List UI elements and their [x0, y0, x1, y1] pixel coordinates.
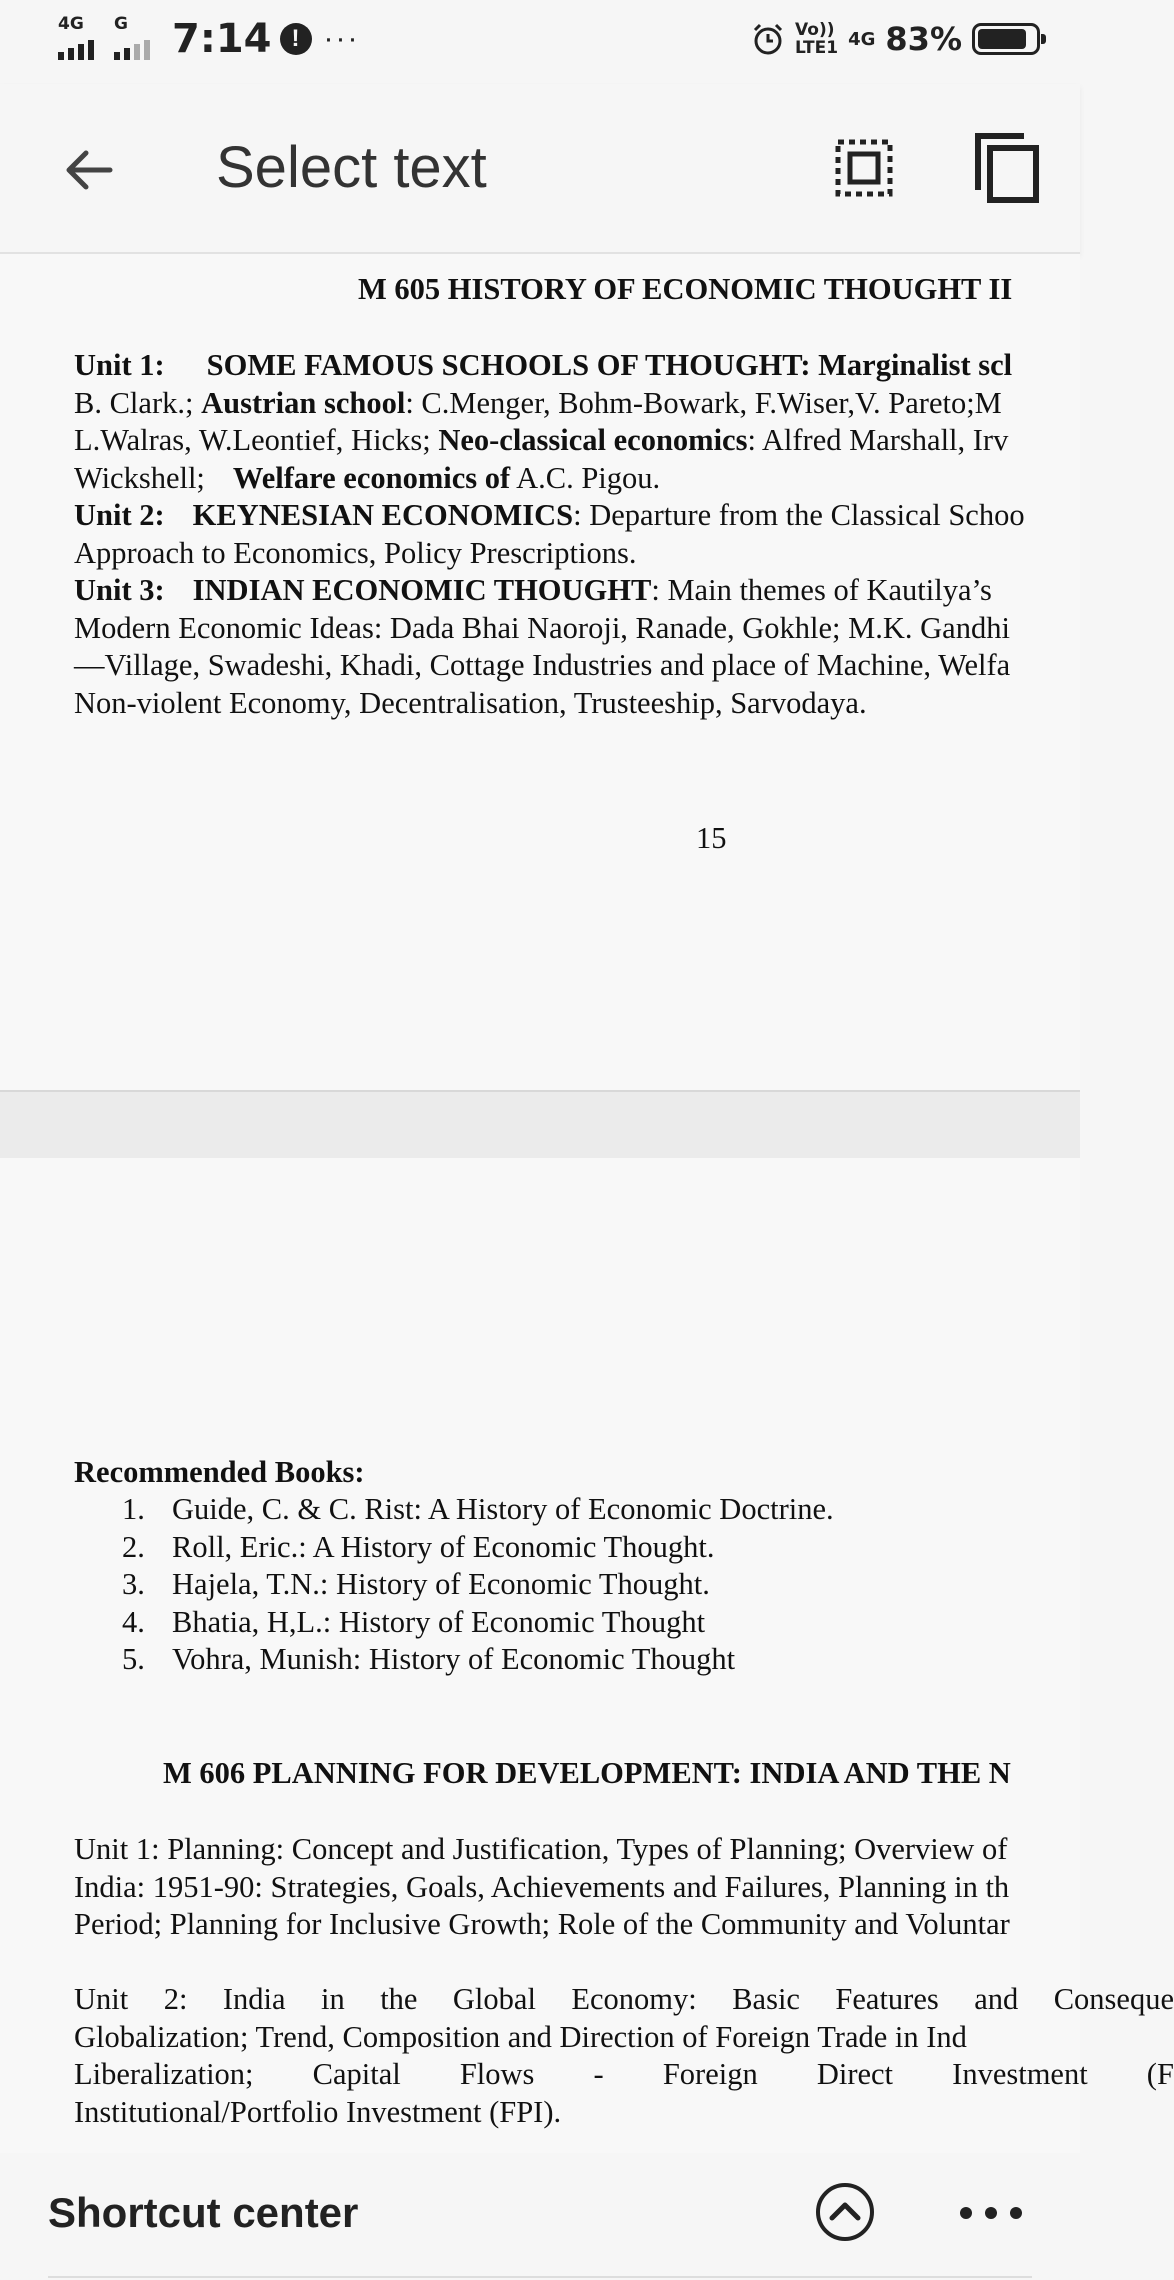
- text-line: Period; Planning for Inclusive Growth; Role of the Community and Voluntar: [74, 1907, 1010, 1941]
- word: in: [321, 1982, 345, 2016]
- bold-span: Austrian school: [201, 386, 406, 420]
- text-span: : Departure from the Classical Schoo: [573, 498, 1025, 532]
- list-number: 3.: [122, 1567, 145, 1601]
- volte-top: Vo)): [795, 20, 835, 40]
- word: Unit: [74, 1982, 129, 2016]
- word: Capital: [312, 2057, 401, 2091]
- page-number: 15: [696, 821, 727, 855]
- word: the: [380, 1982, 418, 2016]
- bold-span: Welfare economics of: [232, 461, 511, 495]
- unit2-label: Unit 2:: [74, 498, 165, 532]
- word: Foreign: [662, 2057, 758, 2091]
- text-line: Approach to Economics, Policy Prescriptions.: [74, 536, 637, 570]
- chevron-up-circle-icon[interactable]: [814, 2181, 876, 2243]
- list-number: 5.: [122, 1642, 145, 1676]
- course-heading-m605: M 605 HISTORY OF ECONOMIC THOUGHT II: [358, 272, 1013, 306]
- volte-indicator: [795, 21, 838, 57]
- unit1-label: Unit 1:: [74, 348, 165, 382]
- battery-icon: [972, 23, 1040, 55]
- unit2-line: [74, 497, 1025, 535]
- page-title: Select text: [216, 135, 487, 200]
- word: Investment: [952, 2057, 1088, 2091]
- list-number: 4.: [122, 1605, 145, 1639]
- unit3-heading: INDIAN ECONOMIC THOUGHT: [192, 573, 652, 607]
- shortcut-center-title: Shortcut center: [48, 2189, 359, 2236]
- battery-percent: 83%: [885, 20, 962, 58]
- book-item: [122, 1604, 705, 1642]
- book-title: Vohra, Munish: History of Economic Thought: [172, 1642, 736, 1676]
- unit1-heading: SOME FAMOUS SCHOOLS OF THOUGHT: Marginalist scl: [206, 348, 1013, 382]
- text-line: India: 1951-90: Strategies, Goals, Achievements and Failures, Planning in th: [74, 1870, 1010, 1904]
- text-span: : Main themes of Kautilya’s: [651, 573, 992, 607]
- list-number: 2.: [122, 1530, 145, 1564]
- more-horizontal-icon[interactable]: [956, 2183, 1026, 2243]
- word: Liberalization;: [74, 2057, 254, 2091]
- word: -: [593, 2057, 604, 2091]
- status-bar: [0, 0, 1080, 84]
- volte-bottom: LTE1: [795, 38, 839, 58]
- justified-line-liberalization: [74, 2056, 1174, 2094]
- text-line: Modern Economic Ideas: Dada Bhai Naoroji, Ranade, Gokhle; M.K. Gandhi: [74, 611, 1010, 645]
- book-title: Guide, C. & C. Rist: A History of Economic Doctrine.: [172, 1492, 834, 1526]
- text-span: : Alfred Marshall, Irv: [747, 423, 1009, 457]
- word: India: [222, 1982, 286, 2016]
- sim2-signal-icon: [114, 14, 162, 64]
- alarm-clock-icon: [751, 22, 785, 56]
- word: Global: [452, 1982, 536, 2016]
- text-span: Wickshell;: [74, 461, 205, 495]
- unit3-label: Unit 3:: [74, 573, 165, 607]
- alert-icon: !: [280, 23, 312, 55]
- unit3-line: [74, 572, 992, 610]
- text-line: [74, 422, 1008, 460]
- book-item: [122, 1529, 714, 1567]
- unit1-line: [74, 347, 1012, 385]
- word: Economy:: [571, 1982, 697, 2016]
- select-all-icon[interactable]: [834, 138, 894, 198]
- book-item: [122, 1491, 834, 1529]
- status-time: 7:14: [172, 16, 272, 62]
- text-line: Globalization; Trend, Composition and Direction of Foreign Trade in Ind: [74, 2020, 967, 2054]
- page-separator: [0, 1092, 1080, 1158]
- word: Basic: [732, 1982, 800, 2016]
- sim1-network-type: 4G: [58, 14, 84, 34]
- word: 2:: [163, 1982, 188, 2016]
- word: Features: [835, 1982, 939, 2016]
- text-line: [74, 385, 1002, 423]
- text-line: [74, 460, 660, 498]
- network-4g-icon: 4G: [848, 28, 876, 50]
- word: Flows: [459, 2057, 535, 2091]
- text-line: Institutional/Portfolio Investment (FPI).: [74, 2095, 562, 2129]
- book-item: [122, 1641, 735, 1679]
- text-line: Non-violent Economy, Decentralisation, Trusteeship, Sarvodaya.: [74, 686, 867, 720]
- document-page-2[interactable]: [0, 1158, 1174, 2153]
- unit2-heading: KEYNESIAN ECONOMICS: [192, 498, 574, 532]
- text-span: B. Clark.;: [74, 386, 202, 420]
- text-line: —Village, Swadeshi, Khadi, Cottage Industries and place of Machine, Welfa: [74, 648, 1011, 682]
- copy-icon[interactable]: [974, 132, 1040, 204]
- word: Direct: [816, 2057, 894, 2091]
- text-span: A.C. Pigou.: [510, 461, 661, 495]
- divider: [48, 2276, 1032, 2278]
- shortcut-center-bar: [0, 2153, 1080, 2280]
- arrow-left-icon[interactable]: [58, 138, 122, 202]
- sim2-network-type: G: [114, 14, 128, 34]
- book-title: Roll, Eric.: A History of Economic Thought.: [172, 1530, 715, 1564]
- justified-line-unit2: [74, 1981, 1174, 2019]
- document-page-1[interactable]: [0, 254, 1080, 1092]
- recommended-books-heading: Recommended Books:: [74, 1455, 365, 1489]
- word: (F: [1146, 2057, 1174, 2091]
- sim1-signal-icon: [58, 14, 106, 64]
- book-item: [122, 1566, 710, 1604]
- course-heading-m606: M 606 PLANNING FOR DEVELOPMENT: INDIA AND THE N: [163, 1756, 1011, 1790]
- book-title: Hajela, T.N.: History of Economic Thought.: [172, 1567, 710, 1601]
- bold-span: Neo-classical economics: [438, 423, 748, 457]
- text-span: L.Walras, W.Leontief, Hicks;: [74, 423, 439, 457]
- book-title: Bhatia, H,L.: History of Economic Thought: [172, 1605, 706, 1639]
- text-span: : C.Menger, Bohm-Bowark, F.Wiser,V. Pareto;M: [405, 386, 1002, 420]
- app-bar: [0, 84, 1080, 254]
- text-line: Unit 1: Planning: Concept and Justification, Types of Planning; Overview of: [74, 1832, 1008, 1866]
- list-number: 1.: [122, 1492, 145, 1526]
- more-notifications-icon: ···: [323, 22, 360, 55]
- word: and: [974, 1982, 1019, 2016]
- word: Conseque: [1053, 1982, 1174, 2016]
